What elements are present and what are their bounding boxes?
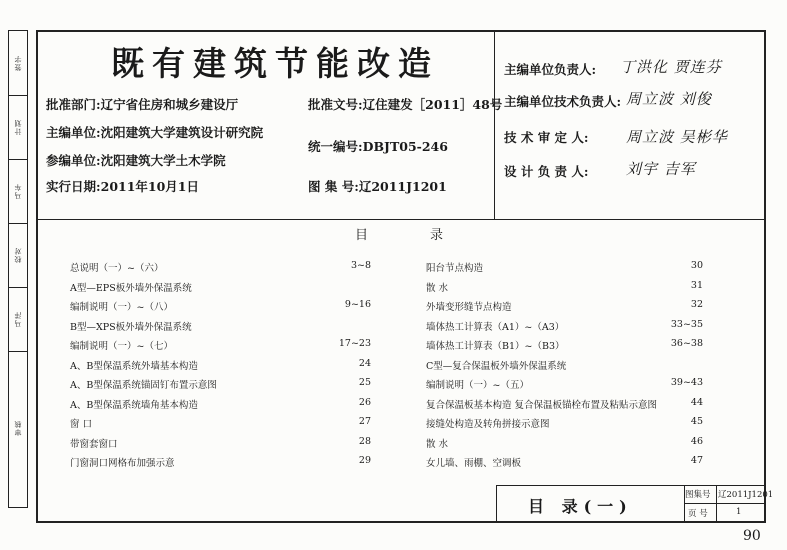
divider [9,159,27,160]
toc-entry-page: 30 [690,260,703,271]
toc-entry-page: 27 [358,416,371,427]
toc-entry-title: C型—复合保温板外墙外保温系统 [426,360,567,372]
toc-entry-page: 3~8 [350,260,371,271]
toc-entry-title: A、B型保温系统外墙基本构造 [70,360,198,372]
toc-entry-page: 31 [690,279,703,291]
toc-entry-page: 36~38 [670,338,703,349]
toc-entry-title: 门窗洞口网格布加强示意 [70,458,175,469]
toc-entry-page: 9~16 [344,299,371,310]
toc-entry-page: 26 [358,396,371,408]
toc-entry-title: 墙体热工计算表（B1）~（B3） [426,341,565,352]
atlas-value: 辽2011J1201 [718,490,774,500]
divider [9,351,27,352]
side-cell-3: 马车 [14,183,22,199]
header-divider [38,219,764,220]
toc-entry-title: 阳台节点构造 [426,263,484,274]
toc-entry-title: 带窗套窗口 [70,438,118,450]
chief-unit-label: 主编单位: [46,125,101,140]
divider [9,95,27,96]
toc-entry-title: 总说明（一）~（六） [70,263,164,274]
toc-entry-title: A型—EPS板外墙外保温系统 [70,282,192,294]
signature-review: 周立波 吴彬华 [626,128,728,146]
side-cell-4: 校对 [14,247,22,263]
effective-value: 2011年10月1日 [100,179,200,194]
toc-entry-title: 散 水 [426,438,449,450]
toc-entry-page: 33~35 [670,318,703,330]
side-cell-5: 马洋 [14,311,22,327]
chief-unit-value: 沈阳建筑大学建筑设计研究院 [100,125,264,140]
toc-entry-page: 25 [358,377,371,388]
participant-row [46,151,226,169]
toc-entry-page: 39~43 [670,377,703,388]
toc-entry-page: 46 [690,435,703,447]
toc-entry-title: 窗 口 [70,419,93,430]
sig-label-review: 技 术 审 定 人: [504,130,589,145]
toc-entry-title: 编制说明（一）~（八） [70,302,173,313]
signature-chief: 丁洪化 贾连芬 [620,58,722,76]
title-block-title: 目 录(一) [528,497,633,516]
effective-date-row [46,177,199,195]
title-block-row-divider [684,503,764,504]
toc-entry-page: 47 [690,455,703,466]
atlas-no-row [308,177,447,195]
participant-label: 参编单位: [46,153,101,168]
participant-value: 沈阳建筑大学土木学院 [100,153,226,168]
toc-entry-title: 女儿墙、雨棚、空调板 [426,458,522,469]
toc-entry-page: 45 [690,416,703,427]
signature-design: 刘宇 吉军 [626,160,696,178]
sig-label-tech: 主编单位技术负责人: [504,94,622,109]
approval-dept-value: 辽宁省住房和城乡建设厅 [100,97,239,112]
toc-entry-page: 24 [358,357,371,369]
unified-no-row [308,137,448,155]
chief-unit-row [46,123,263,141]
approval-dept-label: 批准部门: [46,97,101,112]
signature-tech: 周立波 刘俊 [626,90,712,108]
toc-entry-title: A、B型保温系统墙角基本构造 [70,399,198,411]
toc-entry-title: 编制说明（一）~（五） [426,380,529,391]
page-label: 页 号 [688,509,708,519]
side-cell-2: 计划 [14,119,22,135]
title-block-left [496,485,497,521]
title-block-top [496,485,764,486]
toc-entry-page: 32 [690,299,703,310]
sig-label-chief: 主编单位负责人: [504,62,597,77]
toc-entry-title: A、B型保温系统锚固钉布置示意图 [70,380,217,391]
atlas-label: 图集号 [685,490,711,500]
toc-entry-page: 44 [690,396,703,408]
approval-no-row [308,95,502,113]
unified-no-value: DBJT05-246 [362,139,448,154]
toc-entry-title: 墙体热工计算表（A1）~（A3） [426,321,565,333]
divider [9,223,27,224]
approval-no-value: 辽住建发［2011］48号 [362,97,503,112]
effective-label: 实行日期: [46,179,101,194]
page-number: 90 [743,528,761,544]
sig-label-design: 设 计 负 责 人: [504,164,589,179]
approval-dept-row [46,95,238,113]
atlas-title: 既有建筑节能改造 [111,44,439,83]
page-value: 1 [736,507,742,517]
header-vertical-divider [494,32,495,219]
toc-entry-title: 接缝处构造及转角拼接示意图 [426,419,550,430]
divider [9,287,27,288]
toc-entry-title: 编制说明（一）~（七） [70,341,173,352]
toc-entry-title: 外墙变形缝节点构造 [426,302,512,313]
approval-no-label: 批准文号: [308,97,363,112]
toc-entry-title: B型—XPS板外墙外保温系统 [70,321,192,333]
toc-entry-page: 17~23 [338,338,371,349]
toc-heading-2: 录 [430,228,446,243]
toc-entry-page: 29 [358,455,371,466]
toc-entry-page: 28 [358,435,371,447]
side-cell-top: 签字 [14,55,22,71]
unified-no-label: 统一编号: [308,139,363,154]
side-cell-bottom: 审核 [14,420,22,436]
atlas-no-value: 辽2011J1201 [358,179,447,194]
toc-entry-title: 复合保温板基本构造 复合保温板锚栓布置及粘贴示意图 [426,399,658,411]
toc-heading-1: 目 [355,228,371,243]
atlas-no-label: 图 集 号: [308,179,359,194]
toc-entry-title: 散 水 [426,282,449,294]
side-strip [8,30,28,508]
